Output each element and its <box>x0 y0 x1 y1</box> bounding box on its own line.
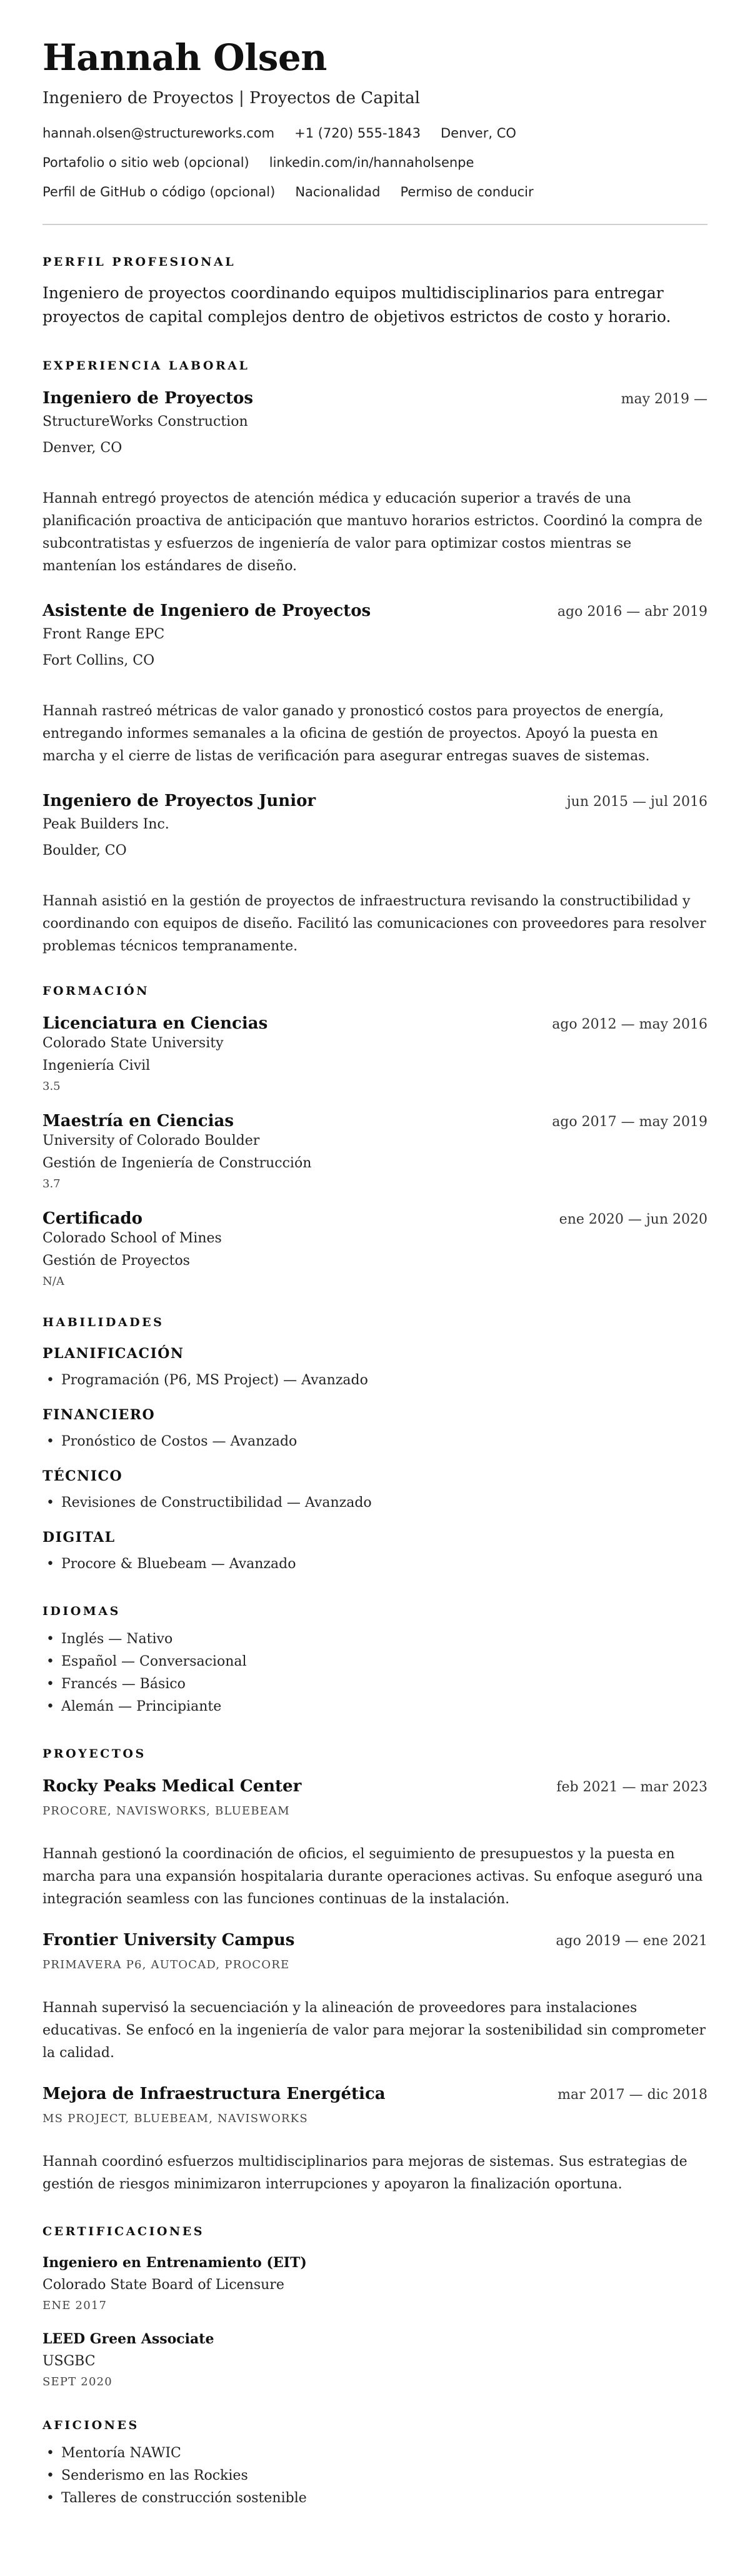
grade: N/A <box>42 1275 64 1288</box>
contact-row-links <box>42 153 708 172</box>
hobbies-section <box>42 2417 708 2510</box>
resume-header <box>42 34 708 201</box>
language-item: • Francés — Básico <box>42 1673 708 1696</box>
degree-title: Maestría en Ciencias <box>42 1112 234 1130</box>
job-dates: may 2019 — <box>621 391 708 407</box>
project-entry <box>42 1776 708 1911</box>
skill-item: • Pronóstico de Costos — Avanzado <box>42 1431 708 1453</box>
skill-category <box>42 1344 708 1392</box>
certifications-section <box>42 2223 708 2390</box>
language-item: • Español — Conversacional <box>42 1651 708 1673</box>
project-name: Rocky Peaks Medical Center <box>42 1777 302 1796</box>
contact-phone[interactable]: +1 (720) 555-1843 <box>294 126 421 141</box>
school-name: Colorado School of Mines <box>42 1230 222 1246</box>
project-tech: PRIMAVERA P6, AUTOCAD, PROCORE <box>42 1958 290 1971</box>
job-company: Front Range EPC <box>42 626 165 642</box>
project-tech: PROCORE, NAVISWORKS, BLUEBEAM <box>42 1804 290 1818</box>
contact-location: Denver, CO <box>440 126 516 141</box>
contact-nationality: Nacionalidad <box>295 184 381 199</box>
project-dates: feb 2021 — mar 2023 <box>556 1779 708 1795</box>
skill-category <box>42 1406 708 1453</box>
project-entry <box>42 2083 708 2196</box>
skill-category-name: DIGITAL <box>42 1529 116 1546</box>
hobby-item: • Senderismo en las Rockies <box>42 2465 708 2487</box>
project-tech: MS PROJECT, BLUEBEAM, NAVISWORKS <box>42 2112 308 2125</box>
section-title-projects: PROYECTOS <box>42 1747 146 1761</box>
experience-section <box>42 358 708 958</box>
projects-section <box>42 1746 708 2196</box>
language-item: • Alemán — Principiante <box>42 1696 708 1718</box>
hobby-item: • Mentoría NAWIC <box>42 2442 708 2465</box>
skills-section <box>42 1314 708 1576</box>
contact-row-extra <box>42 183 708 201</box>
education-section <box>42 983 708 1289</box>
degree-title: Certificado <box>42 1209 142 1228</box>
field-of-study: Gestión de Proyectos <box>42 1253 190 1269</box>
skill-category-name: TÉCNICO <box>42 1468 123 1484</box>
experience-entry <box>42 600 708 768</box>
section-title-hobbies: AFICIONES <box>42 2418 139 2432</box>
section-title-certifications: CERTIFICACIONES <box>42 2225 204 2238</box>
experience-entry <box>42 388 708 578</box>
skill-item: • Revisiones de Constructibilidad — Avanzado <box>42 1492 708 1514</box>
languages-section <box>42 1603 708 1718</box>
header-divider <box>42 224 708 225</box>
skill-category-name: FINANCIERO <box>42 1407 156 1423</box>
education-entry <box>42 1110 708 1192</box>
degree-dates: ago 2017 — may 2019 <box>552 1114 708 1130</box>
degree-dates: ene 2020 — jun 2020 <box>559 1212 708 1227</box>
degree-dates: ago 2012 — may 2016 <box>552 1017 708 1032</box>
education-entry <box>42 1208 708 1289</box>
project-name: Frontier University Campus <box>42 1931 295 1950</box>
certification-date: SEPT 2020 <box>42 2375 112 2388</box>
certification-name: Ingeniero en Entrenamiento (EIT) <box>42 2255 307 2271</box>
certification-issuer: Colorado State Board of Licensure <box>42 2277 284 2293</box>
job-company: Peak Builders Inc. <box>42 817 169 832</box>
skill-category <box>42 1528 708 1576</box>
education-entry <box>42 1013 708 1094</box>
contact-linkedin[interactable]: linkedin.com/in/hannaholsenpe <box>269 155 474 170</box>
certification-entry <box>42 2253 708 2313</box>
job-description: Hannah rastreó métricas de valor ganado y pronosticó costos para proyectos de energía, entregando informes semanales a la oficina de gestión de proyectos. Apoyó la puesta en marcha y el cierre de listas de verificación para asegurar entregas suaves de sistemas. <box>42 703 664 764</box>
contact-license: Permiso de conducir <box>400 184 534 199</box>
certification-name: LEED Green Associate <box>42 2331 214 2347</box>
skill-category <box>42 1467 708 1514</box>
section-title-languages: IDIOMAS <box>42 1604 121 1618</box>
job-dates: jun 2015 — jul 2016 <box>566 794 708 810</box>
project-description: Hannah gestionó la coordinación de oficios, el seguimiento de presupuestos y la puesta en marcha para una expansión hospitalaria durante operaciones activas. Su enfoque aseguró una integración seamless con las funciones continuas de la instalación. <box>42 1846 703 1907</box>
summary-section <box>42 254 708 329</box>
job-company: StructureWorks Construction <box>42 414 248 430</box>
certification-date: ENE 2017 <box>42 2299 108 2312</box>
project-entry <box>42 1929 708 2065</box>
project-dates: ago 2019 — ene 2021 <box>556 1933 708 1949</box>
skill-item: • Procore & Bluebeam — Avanzado <box>42 1553 708 1576</box>
project-name: Mejora de Infraestructura Energética <box>42 2085 386 2103</box>
degree-title: Licenciatura en Ciencias <box>42 1014 268 1033</box>
experience-entry <box>42 790 708 958</box>
hobby-item: • Talleres de construcción sostenible <box>42 2487 708 2510</box>
section-title-summary: PERFIL PROFESIONAL <box>42 255 236 269</box>
contact-row-primary <box>42 124 708 143</box>
candidate-name: Hannah Olsen <box>42 36 327 79</box>
job-title: Ingeniero de Proyectos <box>42 389 254 408</box>
certification-entry <box>42 2330 708 2390</box>
project-dates: mar 2017 — dic 2018 <box>558 2087 708 2103</box>
certification-issuer: USGBC <box>42 2353 96 2369</box>
language-item: • Inglés — Nativo <box>42 1628 708 1651</box>
skill-item: • Programación (P6, MS Project) — Avanzado <box>42 1369 708 1392</box>
grade: 3.7 <box>42 1177 61 1190</box>
job-location: Fort Collins, CO <box>42 653 155 668</box>
field-of-study: Gestión de Ingeniería de Construcción <box>42 1155 312 1171</box>
grade: 3.5 <box>42 1080 61 1093</box>
school-name: University of Colorado Boulder <box>42 1133 260 1149</box>
job-location: Denver, CO <box>42 440 122 456</box>
job-description: Hannah asistió en la gestión de proyectos de infraestructura revisando la constructibilidad y coordinando con equipos de diseño. Facilitó las comunicaciones con proveedores para resolver problemas técnicos tempranamente. <box>42 893 706 954</box>
job-description: Hannah entregó proyectos de atención médica y educación superior a través de una planificación proactiva de anticipación que mantuvo horarios estrictos. Coordinó la compra de subcontratistas y esfuerzos de ingeniería de valor para optimizar costos mientras se mantenían los estándares de diseño. <box>42 491 702 574</box>
section-title-education: FORMACIÓN <box>42 984 150 998</box>
section-title-skills: HABILIDADES <box>42 1316 164 1329</box>
job-dates: ago 2016 — abr 2019 <box>557 604 708 620</box>
contact-portfolio[interactable]: Portafolio o sitio web (opcional) <box>42 155 249 170</box>
field-of-study: Ingeniería Civil <box>42 1058 151 1074</box>
section-title-experience: EXPERIENCIA LABORAL <box>42 359 250 373</box>
school-name: Colorado State University <box>42 1035 224 1051</box>
job-location: Boulder, CO <box>42 843 127 858</box>
project-description: Hannah coordinó esfuerzos multidisciplinarios para mejoras de sistemas. Sus estrategias de gestión de riesgos minimizaron interrupciones y apoyaron la finalización oportuna. <box>42 2154 688 2192</box>
summary-text: Ingeniero de proyectos coordinando equipos multidisciplinarios para entregar proyectos de capital complejos dentro de objetivos estrictos de costo y horario. <box>42 284 671 326</box>
contact-github[interactable]: Perfil de GitHub o código (opcional) <box>42 184 276 199</box>
job-title: Asistente de Ingeniero de Proyectos <box>42 601 371 620</box>
project-description: Hannah supervisó la secuenciación y la alineación de proveedores para instalaciones educativas. Se enfocó en la ingeniería de valor para mejorar la sostenibilidad sin comprometer la calidad. <box>42 2000 706 2061</box>
skill-category-name: PLANIFICACIÓN <box>42 1346 184 1362</box>
contact-email[interactable]: hannah.olsen@structureworks.com <box>42 126 275 141</box>
job-title: Ingeniero de Proyectos Junior <box>42 792 316 810</box>
candidate-headline: Ingeniero de Proyectos | Proyectos de Capital <box>42 89 420 108</box>
